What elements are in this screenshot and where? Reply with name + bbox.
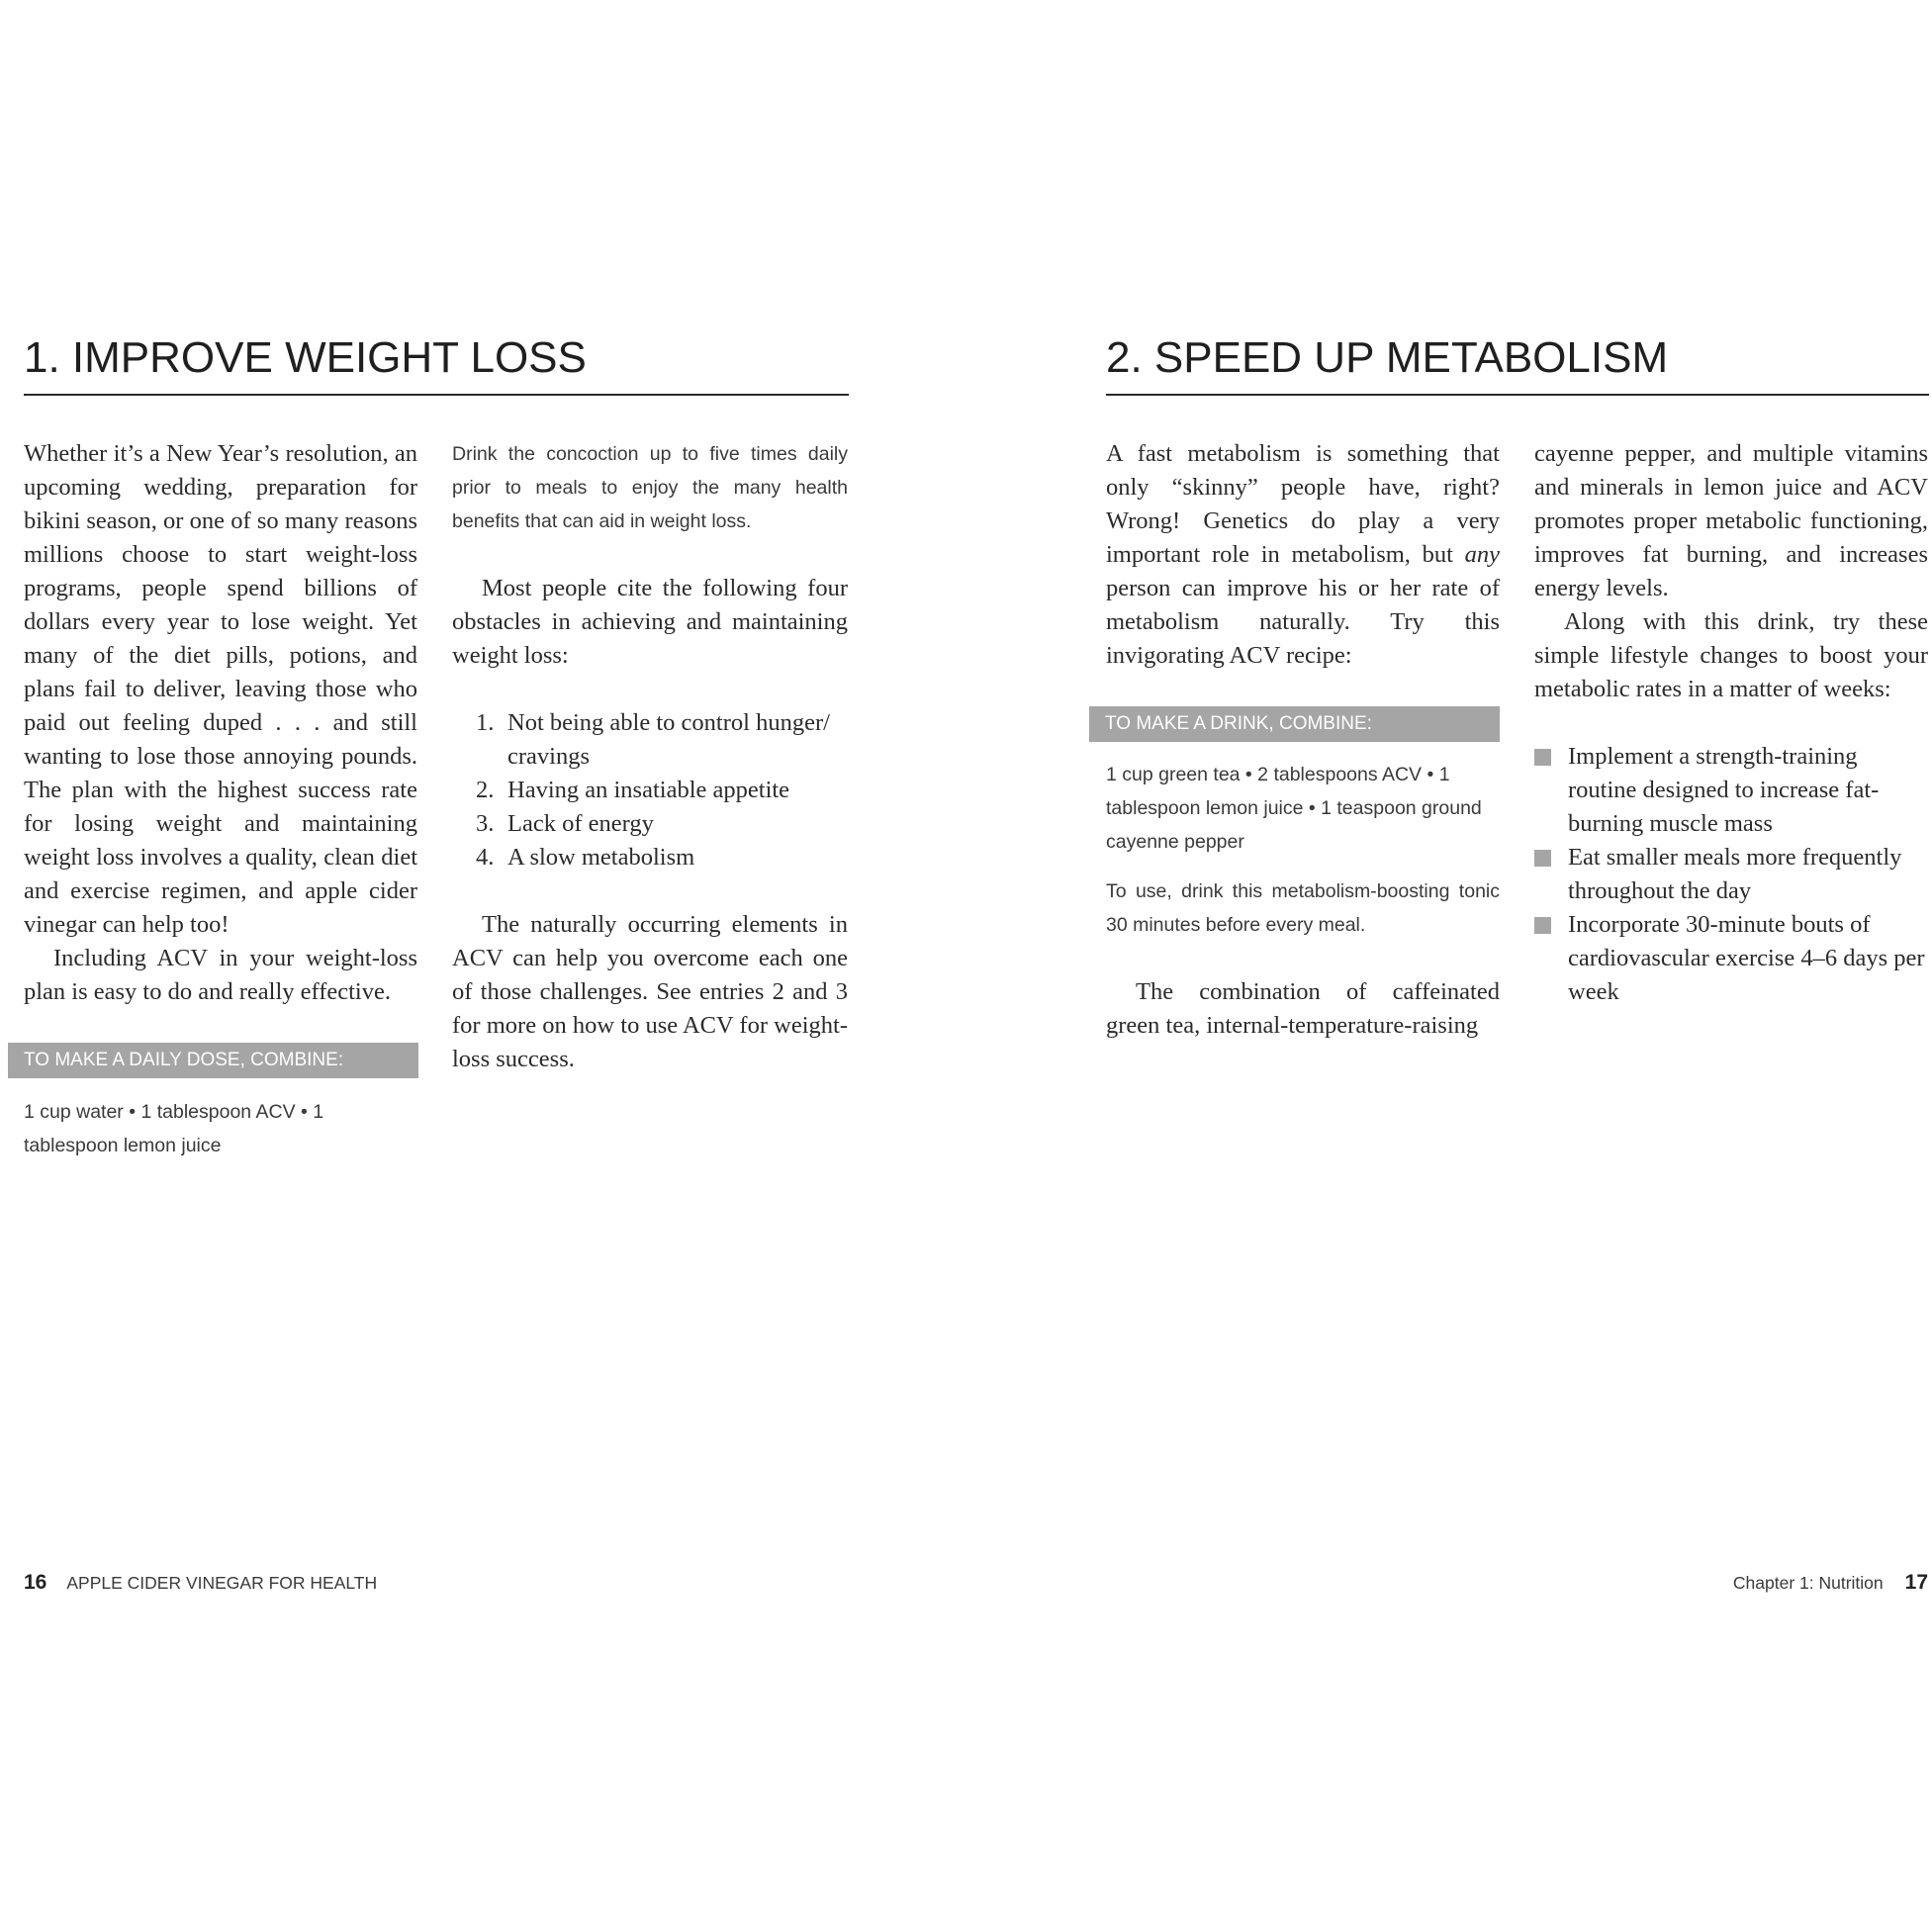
para1-text-end: person can improve his or her rate of metabolism naturally. Try this invigorating ACV recipe: <box>1106 575 1500 669</box>
list-item-text: Having an insatiable appetite <box>507 777 790 803</box>
list-item <box>452 774 848 807</box>
list-item <box>1534 908 1928 1009</box>
left-col2-body <box>452 437 848 1076</box>
list-item <box>1534 740 1928 841</box>
right-col1-closing-block <box>1106 975 1500 1043</box>
right-page-heading: 2. SPEED UP METABOLISM <box>1106 333 1669 382</box>
list-item-number: 4. <box>476 844 495 871</box>
list-item-text: Implement a strength-training routine designed to increase fat-burning muscle mass <box>1568 743 1880 837</box>
right-recipe-text <box>1106 758 1500 942</box>
right-col2-closing-end: cayenne pepper, and multiple vitamins and minerals in lemon juice and ACV promotes proper metabolic functioning, improves fat burning, and increases energy levels. <box>1534 440 1928 601</box>
right-running-head: Chapter 1: Nutrition <box>1732 1573 1884 1593</box>
right-recipe-ingredients: 1 cup green tea • 2 tablespoons ACV • 1 tablespoon lemon juice • 1 teaspoon ground cayenne pepper <box>1106 764 1482 853</box>
right-page-number: 17 <box>1904 1571 1928 1594</box>
left-col2-closing: The naturally occurring elements in ACV can help you overcome each one of those challenges. See entries 2 and 3 for more on how to use ACV for weight-loss success. <box>452 911 848 1072</box>
list-item-number: 3. <box>476 810 495 837</box>
square-bullet-icon <box>1534 917 1551 934</box>
left-col1-para2: Including ACV in your weight-loss plan is easy to do and really effective. <box>24 945 417 1005</box>
list-item-text: Lack of energy <box>507 810 654 837</box>
left-page-number: 16 <box>24 1571 47 1594</box>
square-bullet-icon <box>1534 850 1551 867</box>
right-col1-closing: The combination of caffeinated green tea, internal-temperature-raising <box>1106 978 1500 1039</box>
list-item-text: Not being able to control hunger/ cravings <box>507 709 830 770</box>
lifestyle-list <box>1534 740 1928 1009</box>
left-col2-serif-block <box>452 572 848 1076</box>
list-item <box>452 706 848 774</box>
para1-emphasis: any <box>1464 541 1500 568</box>
right-recipe-instructions: To use, drink this metabolism-boosting tonic 30 minutes before every meal. <box>1106 880 1500 936</box>
list-item-text: Incorporate 30-minute bouts of cardiovascular exercise 4–6 days per week <box>1568 911 1925 1005</box>
left-running-head: APPLE CIDER VINEGAR FOR HEALTH <box>66 1573 378 1593</box>
list-item <box>452 841 848 874</box>
list-item <box>452 807 848 841</box>
list-item-number: 2. <box>476 777 495 803</box>
left-recipe-box-label: TO MAKE A DAILY DOSE, COMBINE: <box>8 1043 418 1078</box>
list-item-text: Eat smaller meals more frequently throughout the day <box>1568 844 1902 904</box>
list-item <box>1534 841 1928 908</box>
right-col1-para1 <box>1106 437 1500 673</box>
right-heading-rule <box>1106 394 1929 396</box>
right-footer <box>1733 1571 1928 1595</box>
left-col1-body <box>24 437 417 1009</box>
left-col2-instructions-block <box>452 437 848 538</box>
left-col2-instructions: Drink the concoction up to five times daily prior to meals to enjoy the many health benefits that can aid in weight loss. <box>452 443 848 532</box>
left-recipe-ingredients: 1 cup water • 1 tablespoon ACV • 1 tablespoon lemon juice <box>24 1101 324 1156</box>
left-col1-para1: Whether it’s a New Year’s resolution, an upcoming wedding, preparation for bikini season, or one of so many reasons millions choose to start weight-loss programs, people spend billions of dollars every year to lose weight. Yet many of the diet pills, potions, and plans fail to deliver, leaving those who paid out feeling duped . . . and still wanting to lose those annoying pounds. The plan with the highest success rate for losing weight and maintaining weight loss involves a quality, clean diet and exercise regimen, and apple cider vinegar can help too! <box>24 440 417 938</box>
right-col1-body <box>1106 437 1500 673</box>
list-item-number: 1. <box>476 709 495 736</box>
right-col2-body <box>1534 437 1928 1009</box>
para1-text-start: A fast metabolism is something that only “skinny” people have, right? Wrong! Genetics do play a very important role in metabolism, but <box>1106 440 1500 568</box>
left-recipe-text <box>24 1095 395 1162</box>
left-col2-intro: Most people cite the following four obstacles in achieving and maintaining weight loss: <box>452 575 848 669</box>
left-page-heading: 1. IMPROVE WEIGHT LOSS <box>24 333 587 382</box>
list-item-text: A slow metabolism <box>507 844 695 871</box>
right-recipe-box-label: TO MAKE A DRINK, COMBINE: <box>1089 706 1500 742</box>
left-heading-rule <box>24 394 849 396</box>
right-col2-intro: Along with this drink, try these simple lifestyle changes to boost your metabolic rates in a matter of weeks: <box>1534 608 1928 702</box>
square-bullet-icon <box>1534 749 1551 766</box>
left-footer <box>24 1571 377 1595</box>
obstacles-list <box>452 706 848 874</box>
